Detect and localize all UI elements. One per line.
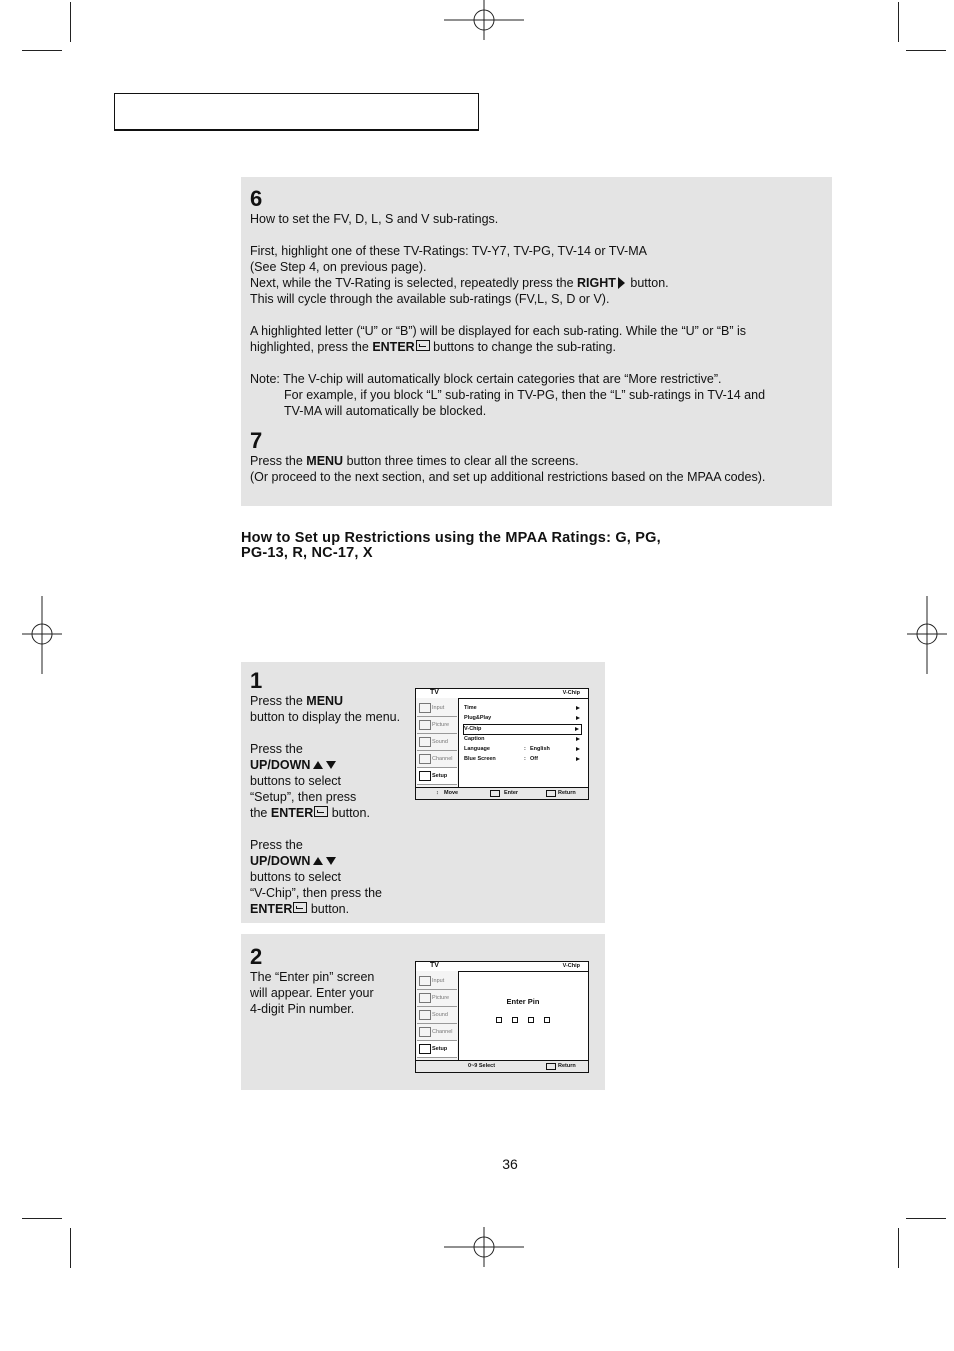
arrow-right-icon <box>576 716 580 720</box>
step-number: 2 <box>250 944 263 969</box>
footer-return: Return <box>558 790 576 796</box>
screen-side-menu <box>416 971 459 1061</box>
up-arrow-icon <box>313 857 323 865</box>
enter-icon <box>293 902 307 913</box>
tv-label: TV <box>430 962 439 969</box>
step2-line: will appear. Enter your <box>250 986 374 1000</box>
crop-mark <box>898 2 899 42</box>
crop-mark <box>70 1228 71 1268</box>
tv-pin-screenshot <box>415 961 589 1073</box>
side-item-setup: Setup <box>417 768 457 785</box>
step-number: 7 <box>250 428 263 453</box>
menu-row: Language : English <box>464 745 582 754</box>
step1-line: the ENTER button. <box>250 806 370 820</box>
step1-line: button to display the menu. <box>250 710 401 724</box>
picture-icon <box>419 720 431 730</box>
registration-mark-left <box>22 596 62 674</box>
crop-mark <box>22 50 62 51</box>
enter-icon <box>416 340 430 351</box>
footer-select: 0~9 Select <box>468 1063 496 1069</box>
crop-mark <box>70 2 71 42</box>
crop-mark <box>906 1218 946 1219</box>
pin-digit-box <box>496 1017 502 1023</box>
side-item-picture: Picture <box>417 717 457 734</box>
picture-icon <box>419 993 431 1003</box>
footer-enter: Enter <box>504 790 519 796</box>
return-icon <box>546 790 556 797</box>
enter-pin-label: Enter Pin <box>506 997 540 1006</box>
step1-line: Press the <box>250 838 303 852</box>
step1-line: ENTER button. <box>250 902 350 916</box>
step1-line: “V-Chip”, then press the <box>250 886 383 900</box>
arrow-right-icon <box>576 706 580 710</box>
step-number: 6 <box>250 186 263 211</box>
pin-boxes <box>458 1010 588 1028</box>
menu-row-selected: V-Chip <box>463 724 582 735</box>
note-line: TV-MA will automatically be blocked. <box>284 404 487 418</box>
registration-mark-top <box>444 0 524 40</box>
input-icon <box>419 976 431 986</box>
setup-icon <box>419 771 431 781</box>
menu-row: Plug&Play <box>464 714 582 723</box>
step1-line: buttons to select <box>250 870 342 884</box>
section-title: How to Set up Restrictions using the MPAA Ratings: G, PG, PG-13, R, NC-17, X <box>241 530 661 561</box>
registration-mark-right <box>907 596 947 674</box>
pin-digit-box <box>528 1017 534 1023</box>
pin-digit-box <box>512 1017 518 1023</box>
header-box <box>114 93 479 131</box>
arrow-right-icon <box>576 737 580 741</box>
screen-title: V-Chip <box>562 963 580 969</box>
step1-line: UP/DOWN <box>250 757 415 773</box>
side-item-sound: Sound <box>417 1007 457 1024</box>
sound-icon <box>419 1010 431 1020</box>
down-arrow-icon <box>326 761 336 769</box>
step6-line: First, highlight one of these TV-Ratings: TV-Y7, TV-PG, TV-14 or TV-MA <box>250 244 647 258</box>
enter-icon <box>490 790 500 797</box>
step2-line: 4-digit Pin number. <box>250 1002 355 1016</box>
step1-line: “Setup”, then press <box>250 790 357 804</box>
sound-icon <box>419 737 431 747</box>
down-arrow-icon <box>326 857 336 865</box>
return-icon <box>546 1063 556 1070</box>
side-item-setup: Setup <box>417 1041 457 1058</box>
page-number: 36 <box>502 1156 518 1172</box>
channel-icon <box>419 754 431 764</box>
step6-line: Next, while the TV-Rating is selected, repeatedly press the RIGHT button. <box>250 276 669 290</box>
tv-menu-screenshot <box>415 688 589 800</box>
crop-mark <box>22 1218 62 1219</box>
footer-move: Move <box>444 790 459 796</box>
step1-line: Press the MENU <box>250 694 344 708</box>
step-2-panel <box>241 934 605 1090</box>
tv-label: TV <box>430 689 439 696</box>
menu-row: Blue Screen : Off <box>464 755 582 764</box>
setup-icon <box>419 1044 431 1054</box>
note-line: Note: The V-chip will automatically block certain categories that are “More restrictive”. <box>250 372 722 386</box>
enter-icon <box>314 806 328 817</box>
arrow-right-icon <box>576 747 580 751</box>
step6-line: How to set the FV, D, L, S and V sub-ratings. <box>250 212 499 226</box>
channel-icon <box>419 1027 431 1037</box>
note-line: For example, if you block “L” sub-rating in TV-PG, then the “L” sub-ratings in TV-14 and <box>284 388 766 402</box>
step6-line: highlighted, press the ENTER buttons to change the sub-rating. <box>250 340 616 354</box>
screen-side-menu <box>416 698 459 788</box>
step-6-7-panel <box>241 177 832 506</box>
step6-line: A highlighted letter (“U” or “B”) will be displayed for each sub-rating. While the “U” or “B” is <box>250 324 747 338</box>
side-item-sound: Sound <box>417 734 457 751</box>
crop-mark <box>906 50 946 51</box>
input-icon <box>419 703 431 713</box>
pin-digit-box <box>544 1017 550 1023</box>
side-item-input: Input <box>417 973 457 990</box>
step6-line: This will cycle through the available sub-ratings (FV,L, S, D or V). <box>250 292 610 306</box>
registration-mark-bottom <box>444 1227 524 1267</box>
up-arrow-icon <box>313 761 323 769</box>
step1-line: Press the <box>250 742 303 756</box>
menu-row: Time <box>464 704 582 713</box>
step7-line: Press the MENU button three times to clear all the screens. <box>250 454 579 468</box>
side-item-channel: Channel <box>417 751 457 768</box>
footer-return: Return <box>558 1063 576 1069</box>
arrow-right-icon <box>576 757 580 761</box>
step1-line: UP/DOWN <box>250 853 415 869</box>
side-item-channel: Channel <box>417 1024 457 1041</box>
screen-footer <box>416 787 588 799</box>
step-1-panel <box>241 662 605 923</box>
menu-row: Caption <box>464 735 582 744</box>
screen-footer <box>416 1060 588 1072</box>
step-number: 1 <box>250 668 263 693</box>
right-arrow-icon <box>618 277 625 289</box>
crop-mark <box>898 1228 899 1268</box>
step1-line: buttons to select <box>250 774 342 788</box>
screen-title: V-Chip <box>562 690 580 696</box>
side-item-input: Input <box>417 700 457 717</box>
step7-line: (Or proceed to the next section, and set up additional restrictions based on the MPAA codes). <box>250 470 766 484</box>
step2-line: The “Enter pin” screen <box>250 970 375 984</box>
move-icon: ↕ <box>436 790 439 796</box>
step6-line: (See Step 4, on previous page). <box>250 260 427 274</box>
side-item-picture: Picture <box>417 990 457 1007</box>
arrow-right-icon <box>575 727 579 731</box>
